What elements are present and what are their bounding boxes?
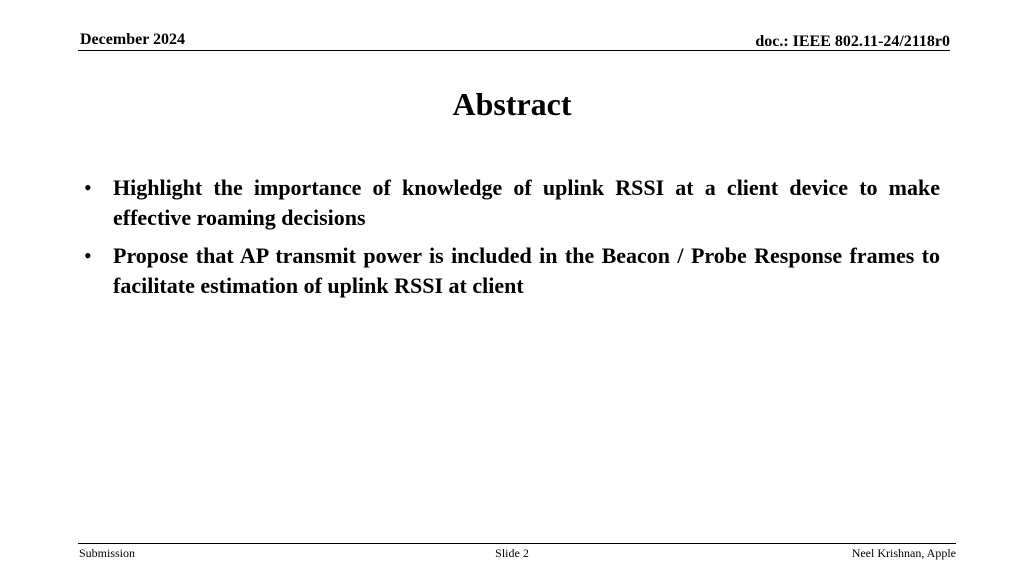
header-date: December 2024 [80, 31, 185, 48]
bullet-item [84, 241, 940, 301]
bullet-item [84, 173, 940, 233]
slide-title: Abstract [452, 86, 572, 122]
footer-submission: Submission [79, 546, 136, 560]
bullet-marker: • [84, 243, 92, 268]
footer-slide-number: Slide 2 [495, 546, 529, 560]
bullet-marker: • [84, 175, 92, 200]
header-doc-id: doc.: IEEE 802.11-24/2118r0 [755, 33, 950, 50]
bullet-list [84, 173, 940, 309]
footer-divider [78, 543, 956, 544]
header-divider [78, 50, 950, 51]
bullet-text: Propose that AP transmit power is included in the Beacon / Probe Response frames to facilitate estimation of uplink RSSI at client [113, 243, 940, 298]
footer-author: Neel Krishnan, Apple [851, 546, 956, 560]
bullet-text: Highlight the importance of knowledge of uplink RSSI at a client device to make effective roaming decisions [113, 175, 940, 230]
